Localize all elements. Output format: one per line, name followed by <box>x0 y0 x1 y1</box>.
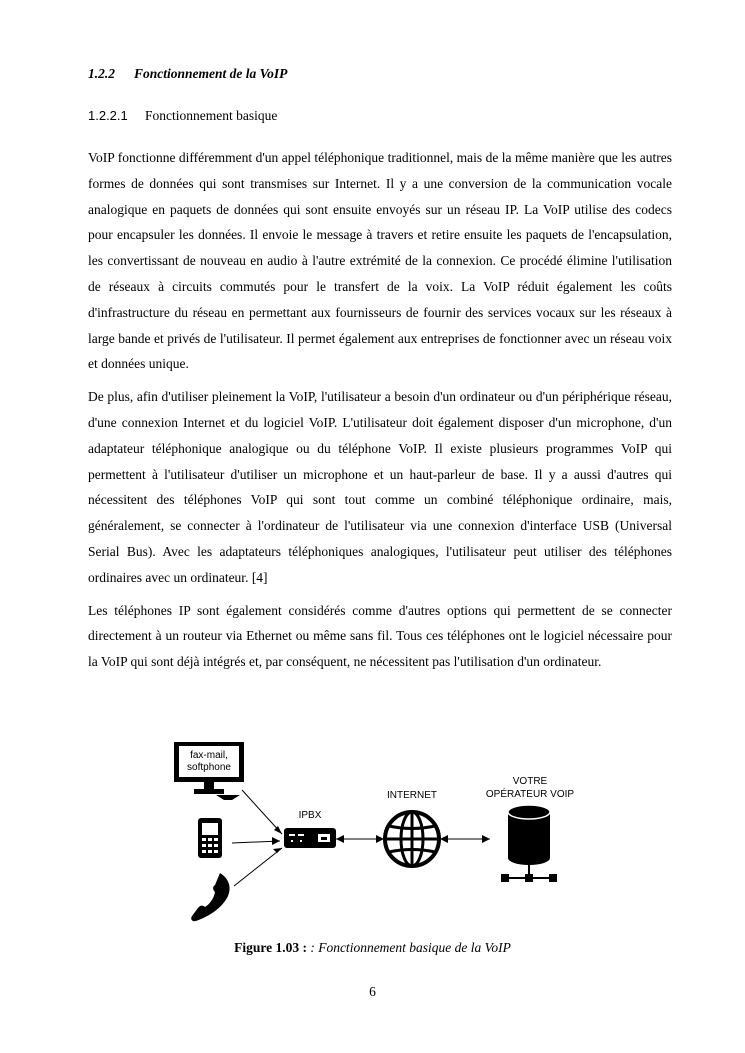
section-heading-1-2-2 <box>88 66 287 82</box>
subsection-title: Fonctionnement basique <box>145 108 278 123</box>
paragraph-2: De plus, afin d'utiliser pleinement la VoIP, l'utilisateur a besoin d'un ordinateur ou d'un périphérique réseau, d'une connexion Internet et du logiciel VoIP. L'utilisateur doit également disposer d'un microphone, d'un adaptateur téléphonique analogique ou du téléphone VoIP. Il existe plusieurs programmes VoIP qui permettent à l'utilisateur d'utiliser un microphone et un haut-parleur de base. Il y a aussi d'autres qui nécessitent des téléphones VoIP qui sont tout comme un combiné téléphonique ordinaire, mais, généralement, se connecter à l'ordinateur de l'utilisateur via une connexion d'interface USB (Universal Serial Bus). Avec les adaptateurs téléphoniques analogiques, l'utilisateur peut utiliser des téléphones ordinaires avec un ordinateur. [4] <box>88 389 672 585</box>
subsection-number: 1.2.2.1 <box>88 108 128 123</box>
ipbx-router-icon <box>284 828 336 848</box>
subsection-heading-1-2-2-1 <box>88 108 277 124</box>
figure-caption-label: Figure 1.03 : <box>234 940 307 955</box>
voip-server-database-icon <box>501 805 557 882</box>
figure-caption <box>0 940 745 956</box>
paragraph-3: Les téléphones IP sont également considérés comme d'autres options qui permettent de se connecter directement à un routeur via Ethernet ou même sans fil. Tous ces téléphones ont le logiciel nécessaire pour la VoIP qui sont déjà intégrés et, par conséquent, ne nécessitent pas l'utilisation d'un ordinateur. <box>88 602 672 670</box>
voip-diagram <box>170 738 590 926</box>
mobile-phone-icon <box>198 818 222 858</box>
section-title: Fonctionnement de la VoIP <box>134 66 288 81</box>
monitor-label-line1: fax-mail, <box>190 750 228 761</box>
operator-label-line1: VOTRE <box>512 776 548 787</box>
section-number: 1.2.2 <box>88 66 115 81</box>
paragraph-1: VoIP fonctionne différemment d'un appel téléphonique traditionnel, mais de la même manière que les autres formes de données qui sont transmises sur Internet. Il y a une conversion de la communication vocale analogique en paquets de données qui sont ensuite envoyés sur un réseau IP. La VoIP utilise des codecs pour encapsuler les données. Il envoie le message à travers et retire ensuite les paquets de l'encapsulation, les convertissant de nouveau en audio à l'autre extrémité de la connexion. Ce procédé élimine l'utilisation de réseaux à circuits commutés pour le transfert de la voix. La VoIP réduit également les coûts d'infrastructure du réseau en permettant aux fournisseurs de fournir des services vocaux sur les réseaux à large bande et privés de l'utilisateur. Il permet également aux entreprises de fonctionner avec un réseau voix et données unique. <box>88 150 672 372</box>
monitor-label-line2: softphone <box>187 762 231 773</box>
internet-globe-icon <box>385 812 439 866</box>
body-text <box>88 145 672 682</box>
phone-handset-icon <box>191 873 229 921</box>
connector-lines <box>232 790 490 886</box>
page-number: 6 <box>369 984 376 999</box>
internet-label: INTERNET <box>387 790 437 801</box>
operator-label-line2: OPÉRATEUR VOIP <box>485 789 575 800</box>
ipbx-label: IPBX <box>298 810 322 821</box>
figure-caption-text: : Fonctionnement basique de la VoIP <box>310 940 511 955</box>
